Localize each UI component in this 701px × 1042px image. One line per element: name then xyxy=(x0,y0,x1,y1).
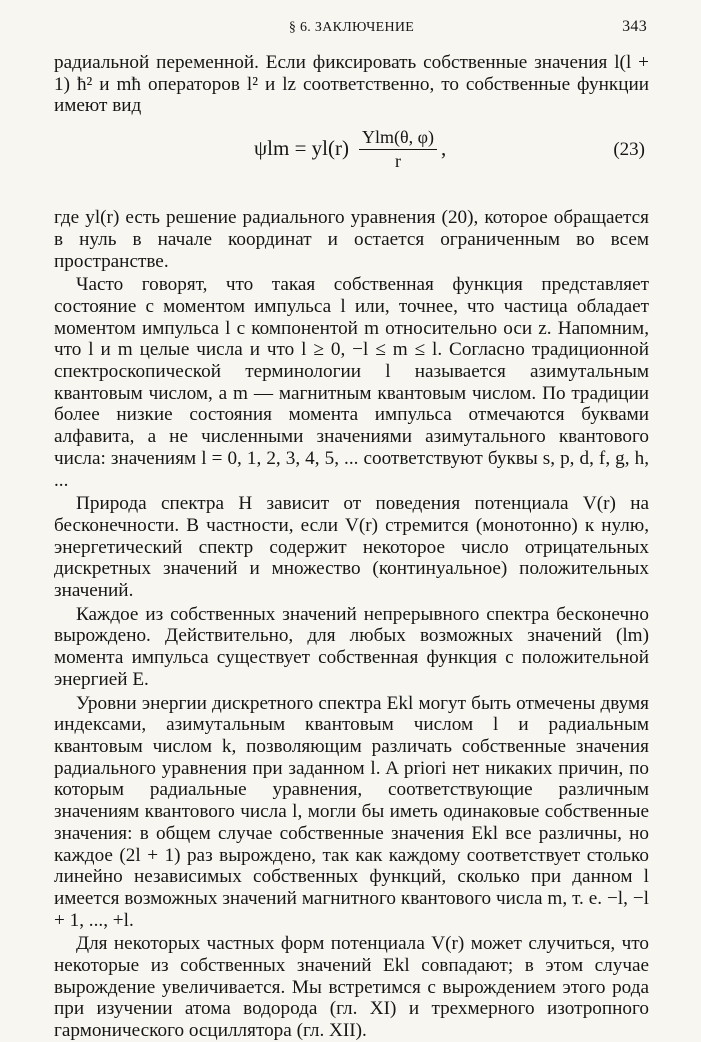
equation-number: (23) xyxy=(613,139,645,161)
equation-fraction xyxy=(359,125,437,172)
equation-lhs: ψlm = yl(r) xyxy=(254,135,349,160)
equation-denominator: r xyxy=(394,151,401,172)
body-text xyxy=(54,52,649,1042)
running-head xyxy=(54,18,649,42)
equation-numerator: Ylm(θ, φ) xyxy=(359,125,437,150)
equation-23 xyxy=(54,121,649,201)
equation-expression xyxy=(254,125,446,172)
paragraph-p1: где yl(r) есть решение радиального уравнения (20), которое обращается в нуль в начале координат и остается ограниченным во всем пространстве. xyxy=(54,207,649,272)
equation-trailing-comma: , xyxy=(440,135,447,160)
paragraph-p4: Каждое из собственных значений непрерывного спектра бесконечно вырождено. Действительно, для любых возможных значений (lm) момента импульса существует собственная функция с положительной энергией E. xyxy=(54,603,649,690)
intro-paragraph: радиальной переменной. Если фиксировать собственные значения l(l + 1) ħ² и mħ операторов l² и lz соответственно, то собственные функции имеют вид xyxy=(54,52,649,117)
paragraph-p3: Природа спектра H зависит от поведения потенциала V(r) на бесконечности. В частности, если V(r) стремится (монотонно) к нулю, энергетический спектр содержит некоторое число отрицательных дискретных значений и множество (континуальное) положительных значений. xyxy=(54,493,649,602)
paragraph-p5: Уровни энергии дискретного спектра Ekl могут быть отмечены двумя индексами, азимутальным квантовым числом l и радиальным квантовым числом k, позволяющим различать собственные значения радиального уравнения при заданном l. A priori нет никаких причин, по которым радиальные уравнения, соответствующие различным значениям квантового числа l, могли бы иметь одинаковые собственные значения: в общем случае собственные значения Ekl все различны, но каждое (2l + 1) раз вырождено, так как каждому соответствует столько линейно независимых собственных функций, сколько при данном l имеется возможных значений магнитного квантового числа m, т. е. −l, −l + 1, ..., +l. xyxy=(54,692,649,931)
paragraph-p2: Часто говорят, что такая собственная функция представляет состояние с моментом импульса l или, точнее, что частица обладает моментом импульса l с компонентой m относительно оси z. Напомним, что l и m целые числа и что l ≥ 0, −l ≤ m ≤ l. Согласно традиционной спектроскопической терминологии l называется азимутальным квантовым числом, а m — магнитным квантовым числом. По традиции более низкие состояния момента импульса отмечаются буквами алфавита, а не численными значениями азимутального квантового числа: значениям l = 0, 1, 2, 3, 4, 5, ... соответствуют буквы s, p, d, f, g, h, ... xyxy=(54,274,649,491)
page-number: 343 xyxy=(622,18,647,35)
section-title: § 6. ЗАКЛЮЧЕНИЕ xyxy=(288,20,415,35)
paragraph-p6: Для некоторых частных форм потенциала V(r) может случиться, что некоторые из собственных значений Ekl совпадают; в этом случае вырождение увеличивается. Мы встретимся с вырождением этого рода при изучении атома водорода (гл. XI) и трехмерного изотропного гармонического осциллятора (гл. XII). xyxy=(54,933,649,1042)
